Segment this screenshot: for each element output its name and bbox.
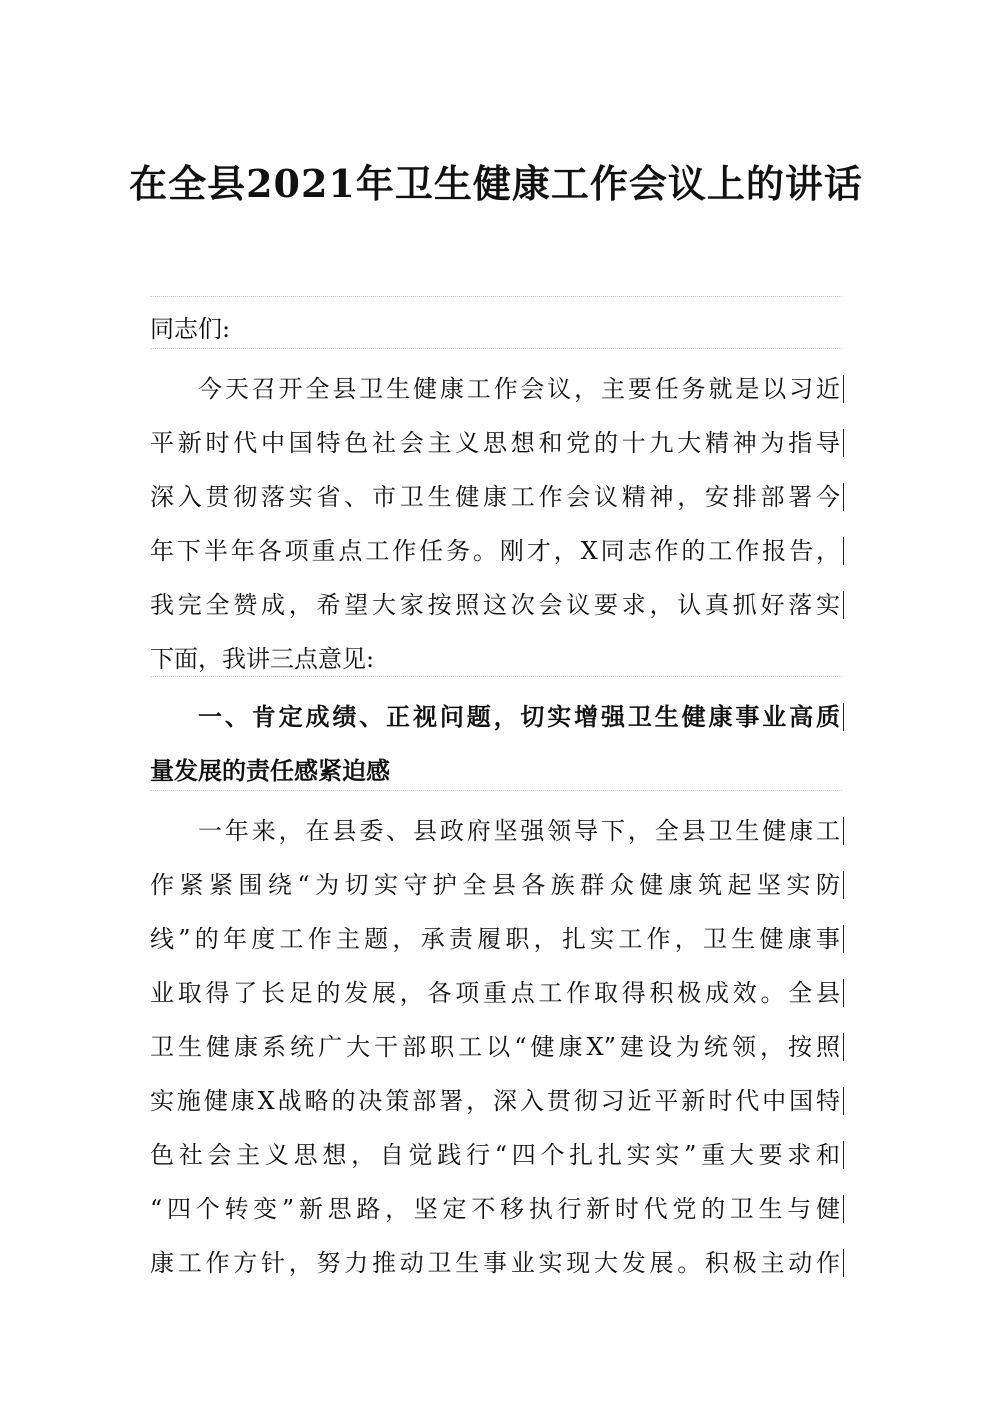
text-frame-rule <box>150 676 842 677</box>
margin-boundary-mark <box>843 1033 844 1061</box>
margin-boundary-mark <box>843 817 844 845</box>
salutation: 同志们: <box>150 315 231 343</box>
margin-boundary-mark <box>843 703 844 731</box>
paragraph-1-line: 下面，我讲三点意见: <box>150 645 375 673</box>
paragraph-1-line: 年下半年各项重点工作任务。刚才，X同志作的工作报告， <box>150 537 840 565</box>
margin-boundary-mark <box>843 537 844 565</box>
paragraph-2-line: 一年来，在县委、县政府坚强领导下，全县卫生健康工 <box>198 817 840 845</box>
text-frame-rule <box>150 790 842 791</box>
margin-boundary-mark <box>843 871 844 899</box>
margin-boundary-mark <box>843 1195 844 1223</box>
paragraph-1-line: 我完全赞成，希望大家按照这次会议要求，认真抓好落实 <box>150 591 840 619</box>
document-title: 在全县2021年卫生健康工作会议上的讲话 <box>129 161 863 206</box>
paragraph-2-line: 作紧紧围绕“为切实守护全县各族群众健康筑起坚实防 <box>150 871 840 899</box>
paragraph-2-line: 色社会主义思想，自觉践行“四个扎扎实实”重大要求和 <box>150 1141 840 1169</box>
paragraph-2-line: 康工作方针，努力推动卫生事业实现大发展。积极主动作 <box>150 1249 840 1277</box>
margin-boundary-mark <box>843 1087 844 1115</box>
paragraph-2-line: 业取得了长足的发展，各项重点工作取得积极成效。全县 <box>150 979 840 1007</box>
paragraph-2-line: “四个转变”新思路，坚定不移执行新时代党的卫生与健 <box>150 1195 840 1223</box>
margin-boundary-mark <box>843 925 844 953</box>
text-frame-rule <box>150 348 842 349</box>
margin-boundary-mark <box>843 591 844 619</box>
section-heading-line: 量发展的责任感紧迫感 <box>150 756 390 785</box>
margin-boundary-mark <box>843 375 844 403</box>
paragraph-2-line: 线”的年度工作主题，承责履职，扎实工作，卫生健康事 <box>150 925 840 953</box>
section-heading-line: 一、肯定成绩、正视问题，切实增强卫生健康事业高质 <box>198 702 840 731</box>
text-frame-top-rule <box>150 296 842 297</box>
margin-boundary-mark <box>843 429 844 457</box>
paragraph-1-line: 深入贯彻落实省、市卫生健康工作会议精神，安排部署今 <box>150 483 840 511</box>
margin-boundary-mark <box>843 979 844 1007</box>
paragraph-2-line: 实施健康X战略的决策部署，深入贯彻习近平新时代中国特 <box>150 1087 840 1115</box>
paragraph-1-line: 今天召开全县卫生健康工作会议，主要任务就是以习近 <box>198 375 840 403</box>
paragraph-1-line: 平新时代中国特色社会主义思想和党的十九大精神为指导 <box>150 429 840 457</box>
margin-boundary-mark <box>843 483 844 511</box>
margin-boundary-mark <box>843 1141 844 1169</box>
paragraph-2-line: 卫生健康系统广大干部职工以“健康X”建设为统领，按照 <box>150 1033 840 1061</box>
margin-boundary-mark <box>843 1249 844 1277</box>
